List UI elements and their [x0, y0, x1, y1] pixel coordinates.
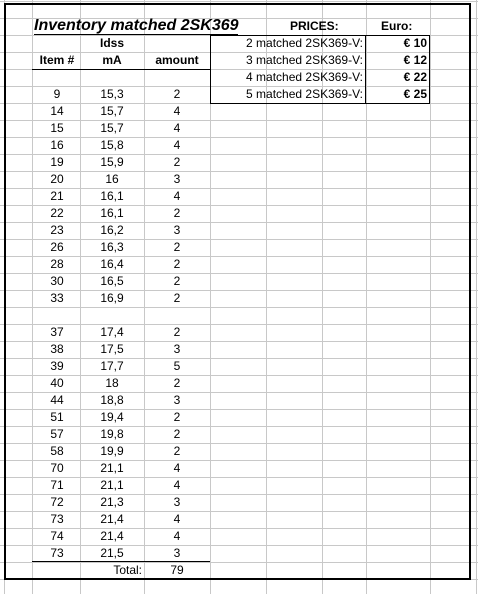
- amount-cell[interactable]: 2: [173, 444, 181, 458]
- idss-ma-cell[interactable]: 18: [105, 376, 119, 390]
- amount-cell[interactable]: 3: [173, 342, 181, 356]
- item-number-cell[interactable]: 44: [50, 393, 64, 407]
- header-item[interactable]: Item #: [39, 53, 75, 67]
- frame-left: [4, 3, 6, 580]
- amount-cell[interactable]: 4: [173, 104, 181, 118]
- idss-ma-cell[interactable]: 21,1: [100, 478, 124, 492]
- amount-cell[interactable]: 3: [173, 495, 181, 509]
- idss-ma-cell[interactable]: 16,2: [100, 223, 124, 237]
- amount-cell[interactable]: 2: [173, 325, 181, 339]
- idss-ma-cell[interactable]: 18,8: [100, 393, 124, 407]
- price-value-5[interactable]: € 25: [403, 87, 427, 101]
- item-number-cell[interactable]: 15: [50, 121, 64, 135]
- item-number-cell[interactable]: 20: [50, 172, 64, 186]
- grid-col-line: [430, 0, 431, 594]
- amount-cell[interactable]: 2: [173, 410, 181, 424]
- idss-ma-cell[interactable]: 16,1: [100, 189, 124, 203]
- grid-col-line: [476, 0, 477, 594]
- item-number-cell[interactable]: 21: [50, 189, 64, 203]
- amount-cell[interactable]: 3: [173, 393, 181, 407]
- item-number-cell[interactable]: 51: [50, 410, 64, 424]
- price-value-3[interactable]: € 12: [403, 53, 427, 67]
- header-ma[interactable]: mA: [102, 53, 122, 67]
- amount-cell[interactable]: 4: [173, 121, 181, 135]
- idss-ma-cell[interactable]: 16,9: [100, 291, 124, 305]
- idss-ma-cell[interactable]: 15,7: [100, 104, 124, 118]
- item-number-cell[interactable]: 30: [50, 274, 64, 288]
- grid-row-line: [0, 562, 478, 563]
- sheet-title[interactable]: Inventory matched 2SK369: [34, 17, 239, 34]
- idss-ma-cell[interactable]: 16,1: [100, 206, 124, 220]
- item-number-cell[interactable]: 71: [50, 478, 64, 492]
- item-number-cell[interactable]: 19: [50, 155, 64, 169]
- grid-row-line: [0, 307, 478, 308]
- amount-cell[interactable]: 4: [173, 189, 181, 203]
- idss-ma-cell[interactable]: 21,4: [100, 529, 124, 543]
- item-number-cell[interactable]: 16: [50, 138, 64, 152]
- idss-ma-cell[interactable]: 21,5: [100, 546, 124, 560]
- grid-col-line: [32, 0, 33, 594]
- item-number-cell[interactable]: 58: [50, 444, 64, 458]
- item-number-cell[interactable]: 14: [50, 104, 64, 118]
- item-number-cell[interactable]: 23: [50, 223, 64, 237]
- item-number-cell[interactable]: 72: [50, 495, 64, 509]
- idss-ma-cell[interactable]: 21,4: [100, 512, 124, 526]
- amount-cell[interactable]: 4: [173, 512, 181, 526]
- euro-heading[interactable]: Euro:: [381, 19, 413, 33]
- idss-ma-cell[interactable]: 16,4: [100, 257, 124, 271]
- idss-ma-cell[interactable]: 15,8: [100, 138, 124, 152]
- header-separator: [32, 69, 210, 70]
- idss-ma-cell[interactable]: 19,9: [100, 444, 124, 458]
- header-amount[interactable]: amount: [155, 53, 199, 67]
- amount-cell[interactable]: 2: [173, 206, 181, 220]
- amount-cell[interactable]: 2: [173, 155, 181, 169]
- price-value-2[interactable]: € 10: [403, 36, 427, 50]
- amount-cell[interactable]: 2: [173, 240, 181, 254]
- price-label-5[interactable]: 5 matched 2SK369-V:: [246, 87, 363, 101]
- item-number-cell[interactable]: 22: [50, 206, 64, 220]
- frame-top: [4, 3, 471, 5]
- item-number-cell[interactable]: 70: [50, 461, 64, 475]
- item-number-cell[interactable]: 37: [50, 325, 64, 339]
- idss-ma-cell[interactable]: 16,3: [100, 240, 124, 254]
- item-number-cell[interactable]: 73: [50, 546, 64, 560]
- amount-cell[interactable]: 2: [173, 376, 181, 390]
- frame-bottom: [4, 578, 471, 580]
- item-number-cell[interactable]: 9: [53, 87, 61, 101]
- idss-ma-cell[interactable]: 16,5: [100, 274, 124, 288]
- amount-cell[interactable]: 3: [173, 546, 181, 560]
- total-value[interactable]: 79: [170, 563, 184, 577]
- item-number-cell[interactable]: 38: [50, 342, 64, 356]
- idss-ma-cell[interactable]: 17,7: [100, 359, 124, 373]
- idss-ma-cell[interactable]: 19,4: [100, 410, 124, 424]
- item-number-cell[interactable]: 74: [50, 529, 64, 543]
- item-number-cell[interactable]: 28: [50, 257, 64, 271]
- price-label-3[interactable]: 3 matched 2SK369-V:: [246, 53, 363, 67]
- amount-cell[interactable]: 3: [173, 223, 181, 237]
- amount-cell[interactable]: 4: [173, 138, 181, 152]
- idss-ma-cell[interactable]: 16: [105, 172, 119, 186]
- amount-cell[interactable]: 2: [173, 291, 181, 305]
- item-number-cell[interactable]: 57: [50, 427, 64, 441]
- amount-cell[interactable]: 3: [173, 172, 181, 186]
- item-number-cell[interactable]: 39: [50, 359, 64, 373]
- header-idss[interactable]: Idss: [99, 36, 124, 50]
- grid-row-line: [0, 1, 478, 2]
- price-label-2[interactable]: 2 matched 2SK369-V:: [246, 36, 363, 50]
- price-box-left: [210, 35, 211, 104]
- item-number-cell[interactable]: 33: [50, 291, 64, 305]
- price-box-right: [429, 35, 430, 104]
- frame-right: [469, 3, 471, 580]
- item-number-cell[interactable]: 73: [50, 512, 64, 526]
- price-label-4[interactable]: 4 matched 2SK369-V:: [246, 70, 363, 84]
- item-number-cell[interactable]: 26: [50, 240, 64, 254]
- amount-cell[interactable]: 4: [173, 461, 181, 475]
- idss-ma-cell[interactable]: 15,9: [100, 155, 124, 169]
- amount-cell[interactable]: 2: [173, 274, 181, 288]
- total-label[interactable]: Total:: [113, 563, 142, 577]
- idss-ma-cell[interactable]: 21,3: [100, 495, 124, 509]
- amount-cell[interactable]: 2: [173, 257, 181, 271]
- idss-ma-cell[interactable]: 19,8: [100, 427, 124, 441]
- idss-ma-cell[interactable]: 15,7: [100, 121, 124, 135]
- amount-cell[interactable]: 5: [173, 359, 181, 373]
- idss-ma-cell[interactable]: 21,1: [100, 461, 124, 475]
- prices-heading[interactable]: PRICES:: [290, 19, 339, 33]
- amount-cell[interactable]: 4: [173, 478, 181, 492]
- idss-ma-cell[interactable]: 17,4: [100, 325, 124, 339]
- price-box-bottom: [210, 103, 430, 104]
- amount-cell[interactable]: 2: [173, 427, 181, 441]
- idss-ma-cell[interactable]: 15,3: [100, 87, 124, 101]
- item-number-cell[interactable]: 40: [50, 376, 64, 390]
- price-value-4[interactable]: € 22: [403, 70, 427, 84]
- amount-cell[interactable]: 2: [173, 87, 181, 101]
- amount-cell[interactable]: 4: [173, 529, 181, 543]
- idss-ma-cell[interactable]: 17,5: [100, 342, 124, 356]
